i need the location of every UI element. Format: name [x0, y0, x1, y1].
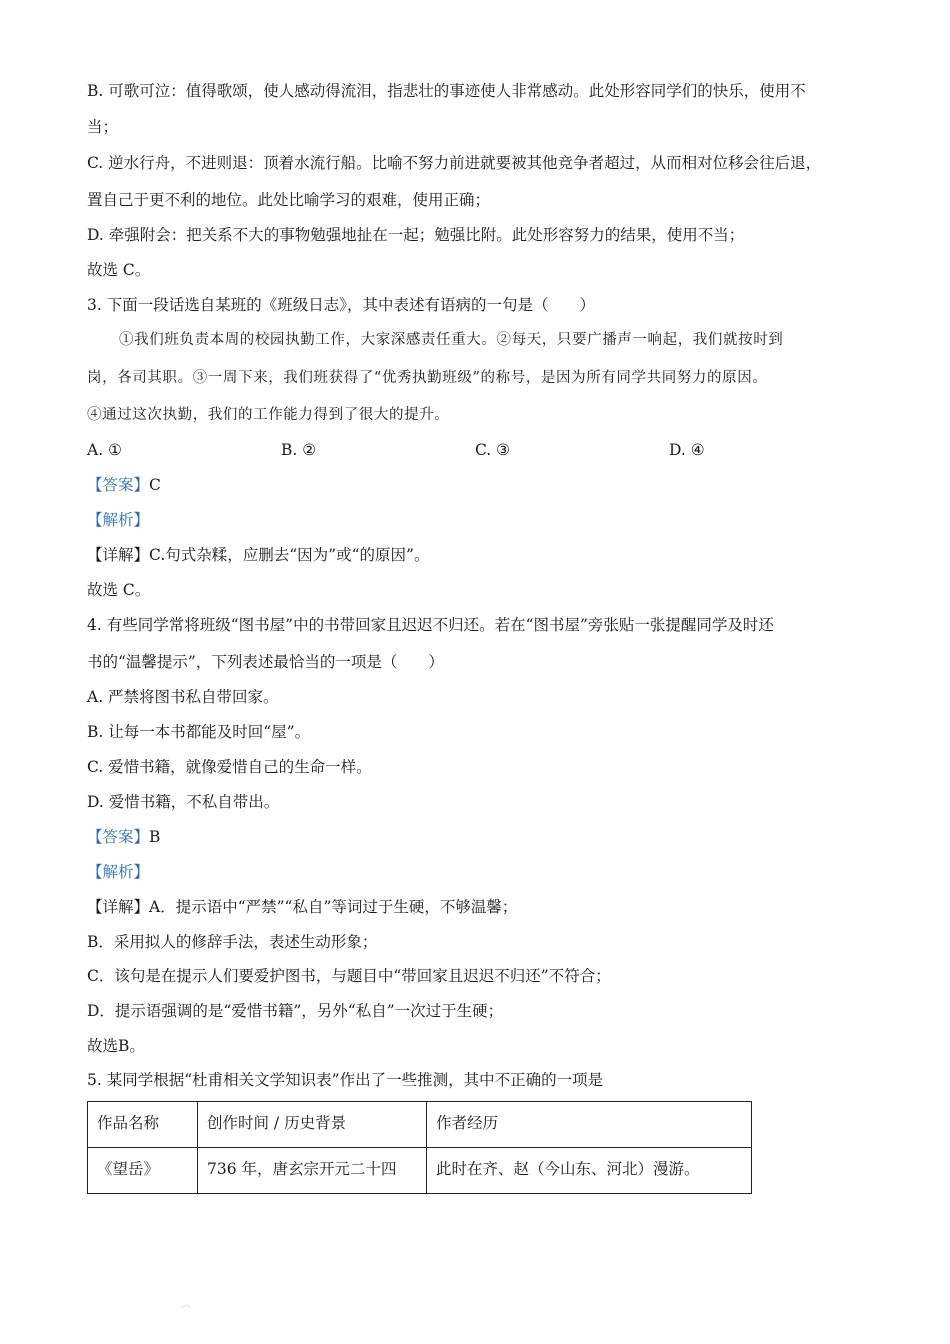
analysis-tag: 【解析】: [87, 511, 150, 529]
q3-answer-line: [87, 475, 862, 495]
table-row: [88, 1148, 752, 1194]
answer-tag: 【答案】: [87, 828, 150, 846]
table-header-cell: 创作时间 / 历史背景: [198, 1102, 427, 1148]
q3-passage-line2: 岗，各司其职。③一周下来，我们班获得了“优秀执勤班级”的称号，是因为所有同学共同努力的原因。: [87, 370, 768, 386]
q5-stem: 5. 某同学根据“杜甫相关文学知识表”作出了一些推测，其中不正确的一项是: [87, 1071, 604, 1089]
q4-answer: B: [149, 828, 161, 846]
table-header-cell: 作者经历: [427, 1102, 752, 1148]
q2-option-c-line2: 置自己于更不利的地位。此处比喻学习的艰难，使用正确；: [87, 191, 491, 209]
q3-stem: 3. 下面一段话选自某班的《班级日志》，其中表述有语病的一句是（ ）: [87, 296, 595, 314]
table-header-cell: 作品名称: [88, 1102, 198, 1148]
detail-tag: 【详解】: [87, 546, 150, 564]
q4-answer-line: [87, 827, 862, 847]
q4-conclusion: 故选B。: [87, 1037, 145, 1055]
answer-tag: 【答案】: [87, 476, 150, 494]
q3-passage-line1: ①我们班负责本周的校园执勤工作，大家深感责任重大。②每天，只要广播声一响起，我们就按时到: [119, 332, 784, 348]
knowledge-table: [87, 1101, 752, 1194]
q4-detail-c: C．该句是在提示人们要爱护图书，与题目中“带回家且迟迟不归还”不符合；: [87, 967, 611, 985]
q2-conclusion: 故选 C。: [87, 261, 151, 279]
q3-passage-line3: ④通过这次执勤，我们的工作能力得到了很大的提升。: [87, 407, 450, 423]
q4-detail-a: A．提示语中“严禁”“私自”等词过于生硬，不够温馨；: [149, 898, 518, 916]
q3-option-b: B. ②: [281, 441, 317, 459]
q3-analysis-line: [87, 510, 862, 530]
q2-option-b-line2: 当；: [87, 118, 119, 136]
watermark-mark: [180, 1302, 192, 1310]
table-cell: 此时在齐、赵（今山东、河北）漫游。: [427, 1148, 752, 1194]
q4-option-d: D. 爱惜书籍，不私自带出。: [87, 793, 280, 811]
q2-option-d: D. 牵强附会：把关系不大的事物勉强地扯在一起；勉强比附。此处形容努力的结果，使用不当；: [87, 226, 745, 244]
q3-answer: C: [149, 476, 161, 494]
q4-option-c: C. 爱惜书籍，就像爱惜自己的生命一样。: [87, 758, 372, 776]
q4-detail-line: [87, 897, 862, 917]
q4-stem-line2: 书的“温馨提示”，下列表述最恰当的一项是（ ）: [87, 653, 444, 671]
q3-detail: C.句式杂糅，应删去“因为”或“的原因”。: [149, 546, 430, 564]
q3-option-c: C. ③: [475, 441, 511, 459]
q2-option-b-line1: B. 可歌可泣：值得歌颂，使人感动得流泪，指悲壮的事迹使人非常感动。此处形容同学们的快乐，使用不: [87, 82, 806, 100]
q2-option-c-line1: C. 逆水行舟，不进则退：顶着水流行船。比喻不努力前进就要被其他竞争者超过，从而相对位移会往后退，: [87, 154, 822, 172]
q3-detail-line: [87, 545, 862, 565]
detail-tag: 【详解】: [87, 898, 150, 916]
table-cell: 736 年，唐玄宗开元二十四: [198, 1148, 427, 1194]
analysis-tag: 【解析】: [87, 863, 150, 881]
table-header-row: [88, 1102, 752, 1148]
q4-detail-b: B．采用拟人的修辞手法，表述生动形象；: [87, 933, 378, 951]
q3-option-d: D. ④: [669, 441, 705, 459]
q4-option-b: B. 让每一本书都能及时回“屋”。: [87, 723, 311, 741]
q4-stem-line1: 4. 有些同学常将班级“图书屋”中的书带回家且迟迟不归还。若在“图书屋”旁张贴一张提醒同学及时还: [87, 616, 774, 634]
q3-option-a: A. ①: [87, 441, 122, 459]
q3-conclusion: 故选 C。: [87, 581, 151, 599]
q4-detail-d: D．提示语强调的是“爱惜书籍”，另外“私自”一次过于生硬；: [87, 1002, 504, 1020]
table-cell: 《望岳》: [88, 1148, 198, 1194]
q4-analysis-line: [87, 862, 862, 882]
q4-option-a: A. 严禁将图书私自带回家。: [87, 688, 279, 706]
